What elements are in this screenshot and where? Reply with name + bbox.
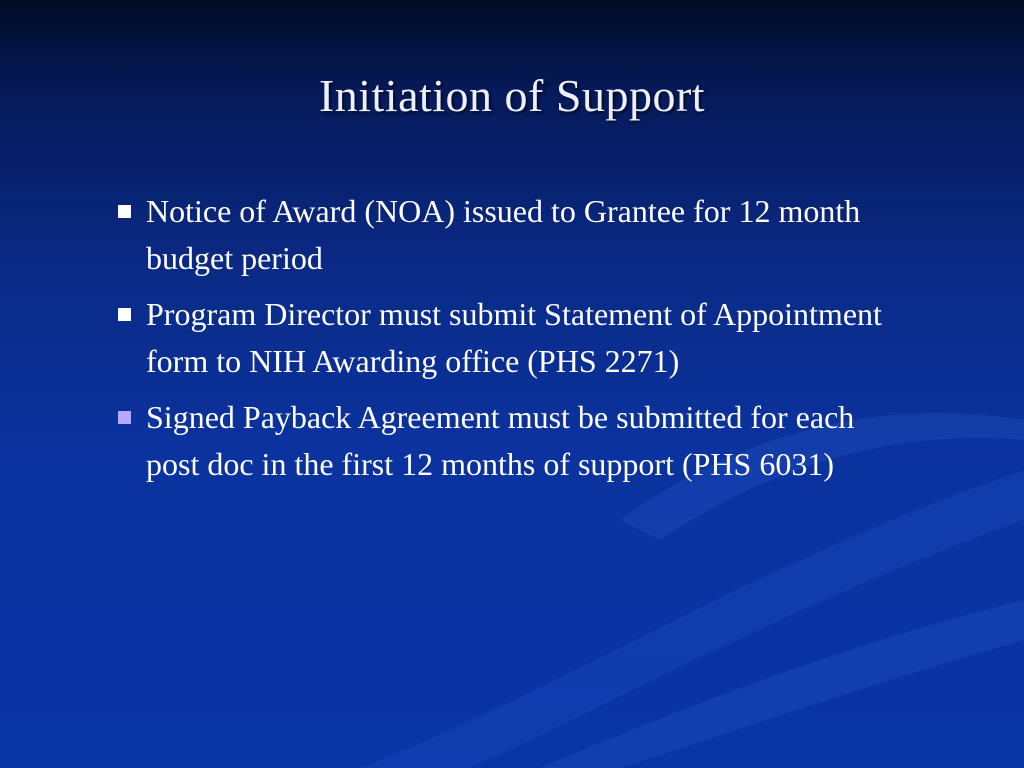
bullet-text: Program Director must submit Statement of Appointment form to NIH Awarding office (PHS 2271) [146, 296, 882, 379]
bullet-item-payback-agreement [114, 394, 914, 488]
square-bullet-icon [118, 205, 131, 218]
bullet-text: Notice of Award (NOA) issued to Grantee for 12 month budget period [146, 193, 861, 276]
bullet-text: Signed Payback Agreement must be submitted for each post doc in the first 12 months of support (PHS 6031) [146, 399, 855, 482]
square-bullet-icon [118, 308, 131, 321]
square-bullet-icon [118, 411, 131, 424]
bullet-item-program-director [114, 291, 914, 385]
slide-title: Initiation of Support [318, 70, 706, 121]
bullet-list [114, 188, 914, 497]
bullet-item-notice-of-award [114, 188, 914, 282]
